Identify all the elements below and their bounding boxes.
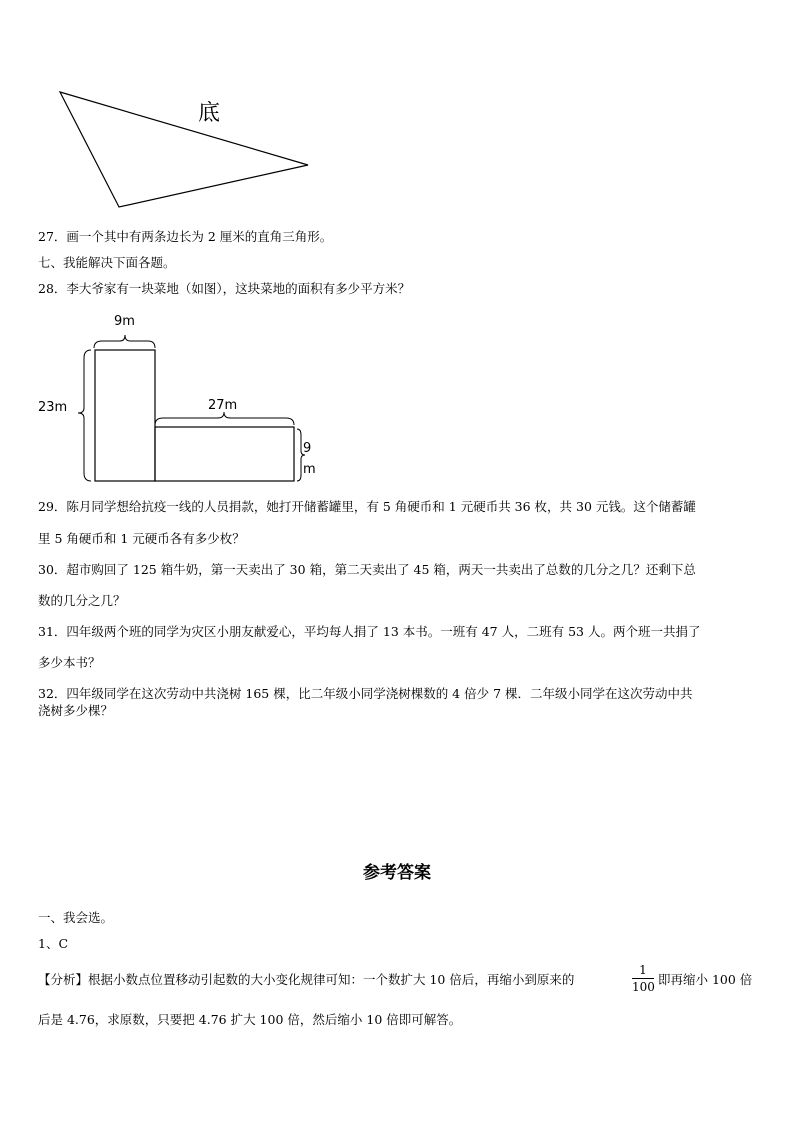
left-height-label: 23m — [38, 400, 68, 415]
section-7-heading: 七、我能解决下面各题。 — [38, 255, 176, 270]
question-30-line-1: 30．超市购回了 125 箱牛奶，第一天卖出了 30 箱，第二天卖出了 45 箱，两天一共卖出了总数的几分之几？还剩下总 — [38, 562, 696, 577]
bottom-width-brace — [155, 412, 294, 425]
long-rectangle — [155, 427, 294, 481]
answers-item-1: 1、C — [38, 936, 69, 951]
left-brace — [78, 350, 91, 481]
triangle-shape — [60, 92, 308, 207]
analysis-line-1-part-a: 【分析】根据小数点位置移动引起数的大小变化规律可知：一个数扩大 10 倍后，再缩小到原来的 — [38, 972, 575, 987]
triangle-figure — [0, 0, 340, 220]
answers-section-1: 一、我会选。 — [38, 910, 114, 925]
question-29-line-1: 29．陈月同学想给抗疫一线的人员捐款，她打开储蓄罐里，有 5 角硬币和 1 元硬币共 36 枚，共 30 元钱。这个储蓄罐 — [38, 499, 696, 514]
fraction-bar — [632, 978, 654, 979]
question-28: 28．李大爷家有一块菜地（如图），这块菜地的面积有多少平方米？ — [38, 281, 411, 296]
question-29-line-2: 里 5 角硬币和 1 元硬币各有多少枚？ — [38, 531, 245, 546]
tall-rectangle — [95, 350, 155, 481]
question-32-line-1: 32．四年级同学在这次劳动中共浇树 165 棵，比二年级小同学浇树棵数的 4 倍少 7 棵．二年级小同学在这次劳动中共 — [38, 686, 693, 701]
top-width-label: 9m — [114, 314, 135, 329]
fraction-denominator: 100 — [632, 980, 655, 994]
triangle-label: 底 — [198, 101, 221, 126]
fraction-one-hundredth — [632, 963, 654, 994]
fraction-numerator: 1 — [639, 963, 647, 977]
right-height-label-2: m — [303, 462, 316, 477]
question-32-line-2: 浇树多少棵？ — [38, 703, 114, 718]
question-31-line-2: 多少本书？ — [38, 655, 101, 670]
analysis-line-1-part-b: 即再缩小 100 倍 — [658, 972, 753, 987]
top-brace — [94, 335, 155, 348]
answers-title: 参考答案 — [363, 863, 431, 883]
question-27: 27．画一个其中有两条边长为 2 厘米的直角三角形。 — [38, 229, 333, 244]
right-height-label-1: 9 — [303, 441, 312, 456]
field-figure — [30, 305, 330, 490]
question-31-line-1: 31．四年级两个班的同学为灾区小朋友献爱心，平均每人捐了 13 本书。一班有 47 人，二班有 53 人。两个班一共捐了 — [38, 624, 701, 639]
bottom-width-label: 27m — [208, 398, 238, 413]
question-30-line-2: 数的几分之几？ — [38, 593, 126, 608]
analysis-line-2: 后是 4.76，求原数，只要把 4.76 扩大 100 倍，然后缩小 10 倍即可解答。 — [38, 1012, 462, 1027]
